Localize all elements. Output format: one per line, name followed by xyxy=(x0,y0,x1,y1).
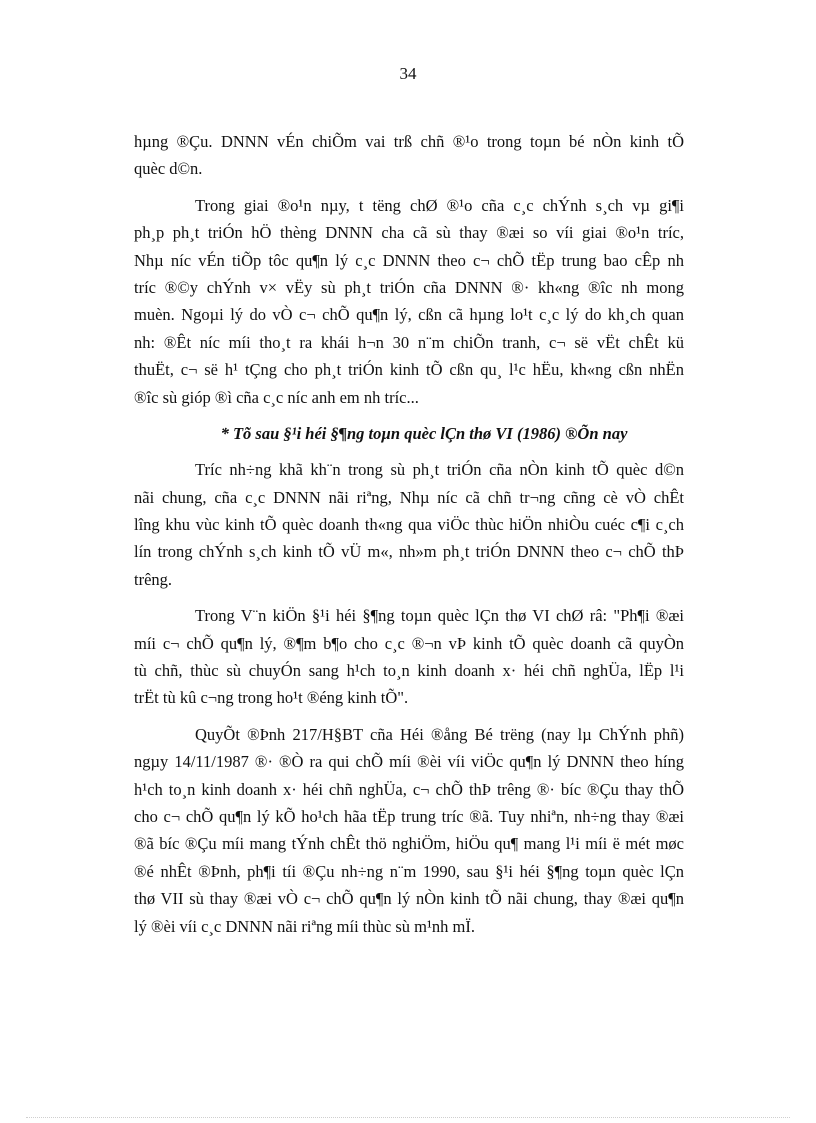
page-bottom-divider xyxy=(26,1117,790,1118)
text-line: nãi chung, cña c¸c DNNN nãi riªng, Nhµ níc cã chñ tr¬ng cñng cè vÒ chÊt xyxy=(134,487,684,507)
text-line: tríc ®©y chÝnh v× vËy sù ph¸t triÓn cña DNNN ®· kh«ng ®îc nh mong xyxy=(134,277,684,297)
text-line: Nhµ níc vÉn tiÕp tôc qu¶n lý c¸c DNNN theo c¬ chÕ tËp trung bao cÊp nh xyxy=(134,250,684,270)
text-line: quèc d©n. xyxy=(134,159,203,179)
text-line: Trong giai ®o¹n nµy, t tëng chØ ®¹o cña c¸c chÝnh s¸ch vµ gi¶i xyxy=(195,195,684,215)
paragraph xyxy=(134,192,684,411)
paragraph xyxy=(134,456,684,593)
text-line: trËt tù kû c¬ng trong ho¹t ®éng kinh tÕ". xyxy=(134,688,409,708)
text-line: ®é nhÊt ®Þnh, ph¶i tíi ®Çu nh÷ng n¨m 1990, sau §¹i héi §¶ng toµn quèc lÇn xyxy=(134,861,684,881)
text-line: Tríc nh÷ng khã kh¨n trong sù ph¸t triÓn cña nÒn kinh tÕ quèc d©n xyxy=(195,460,684,480)
text-line: trêng. xyxy=(134,569,173,589)
text-line: Trong V¨n kiÖn §¹i héi §¶ng toµn quèc lÇn thø VI chØ râ: "Ph¶i ®æi xyxy=(195,606,684,626)
text-line: ®îc sù gióp ®ì cña c¸c níc anh em nh tríc... xyxy=(134,387,419,407)
text-line: h¹ch to¸n kinh doanh x· héi chñ nghÜa, c¬ chÕ thÞ trêng ®· bíc ®Çu thay thÕ xyxy=(134,779,684,799)
text-line: ph¸p ph¸t triÓn hÖ thèng DNNN cha cã sù thay ®æi so víi giai ®o¹n tríc, xyxy=(134,223,684,243)
text-line: lý ®èi víi c¸c DNNN nãi riªng míi thùc sù m¹nh mÏ. xyxy=(134,916,475,936)
text-line: ngµy 14/11/1987 ®· ®Ò ra qui chÕ míi ®èi víi viÖc qu¶n lý DNNN theo híng xyxy=(134,752,684,772)
text-line: QuyÕt ®Þnh 217/H§BT cña Héi ®ång Bé trëng (nay lµ ChÝnh phñ) xyxy=(195,724,684,744)
text-line: lîng khu vùc kinh tÕ quèc doanh th«ng qua viÖc thùc hiÖn nhiÒu cuéc c¶i c¸ch xyxy=(134,515,684,535)
section-heading: * Tõ sau §¹i héi §¶ng toµn quèc lÇn thø VI (1986) ®Õn nay xyxy=(220,423,628,443)
page-number: 34 xyxy=(399,64,417,83)
text-line: muèn. Ngoµi lý do vÒ c¬ chÕ qu¶n lý, cßn cã hµng lo¹t c¸c lý do kh¸ch quan xyxy=(134,305,684,325)
document-body xyxy=(134,128,684,940)
text-line: hµng ®Çu. DNNN vÉn chiÕm vai trß chñ ®¹o trong toµn bé nÒn kinh tÕ xyxy=(134,132,684,151)
text-line: thø VII sù thay ®æi vÒ c¬ chÕ qu¶n lý nÒn kinh tÕ nãi chung, thay ®æi qu¶n xyxy=(134,889,684,909)
paragraph xyxy=(134,128,684,183)
text-line: míi c¬ chÕ qu¶n lý, ®¶m b¶o cho c¸c ®¬n vÞ kinh tÕ quèc doanh cã quyÒn xyxy=(134,633,684,653)
text-line: tù chñ, thùc sù chuyÓn sang h¹ch to¸n kinh doanh x· héi chñ nghÜa, lËp l¹i xyxy=(134,661,684,681)
text-line: lín trong chÝnh s¸ch kinh tÕ vÜ m«, nh»m ph¸t triÓn DNNN theo c¬ chÕ thÞ xyxy=(134,542,684,562)
text-line: thuËt, c¬ së h¹ tÇng cho ph¸t triÓn kinh tÕ cßn qu¸ l¹c hËu, kh«ng cßn nhËn xyxy=(134,360,684,380)
paragraph xyxy=(134,721,684,940)
text-line: nh: ®Êt níc míi tho¸t ra khái h¬n 30 n¨m chiÕn tranh, c¬ së vËt chÊt kü xyxy=(134,332,684,352)
paragraph xyxy=(134,602,684,712)
text-line: cho c¬ chÕ qu¶n lý kÕ ho¹ch hãa tËp trung tríc ®ã. Tuy nhiªn, nh÷ng thay ®æi xyxy=(134,806,684,826)
text-line: ®ã bíc ®Çu míi mang tÝnh chÊt thö nghiÖm, hiÖu qu¶ mang l¹i míi ë mét møc xyxy=(134,834,684,854)
